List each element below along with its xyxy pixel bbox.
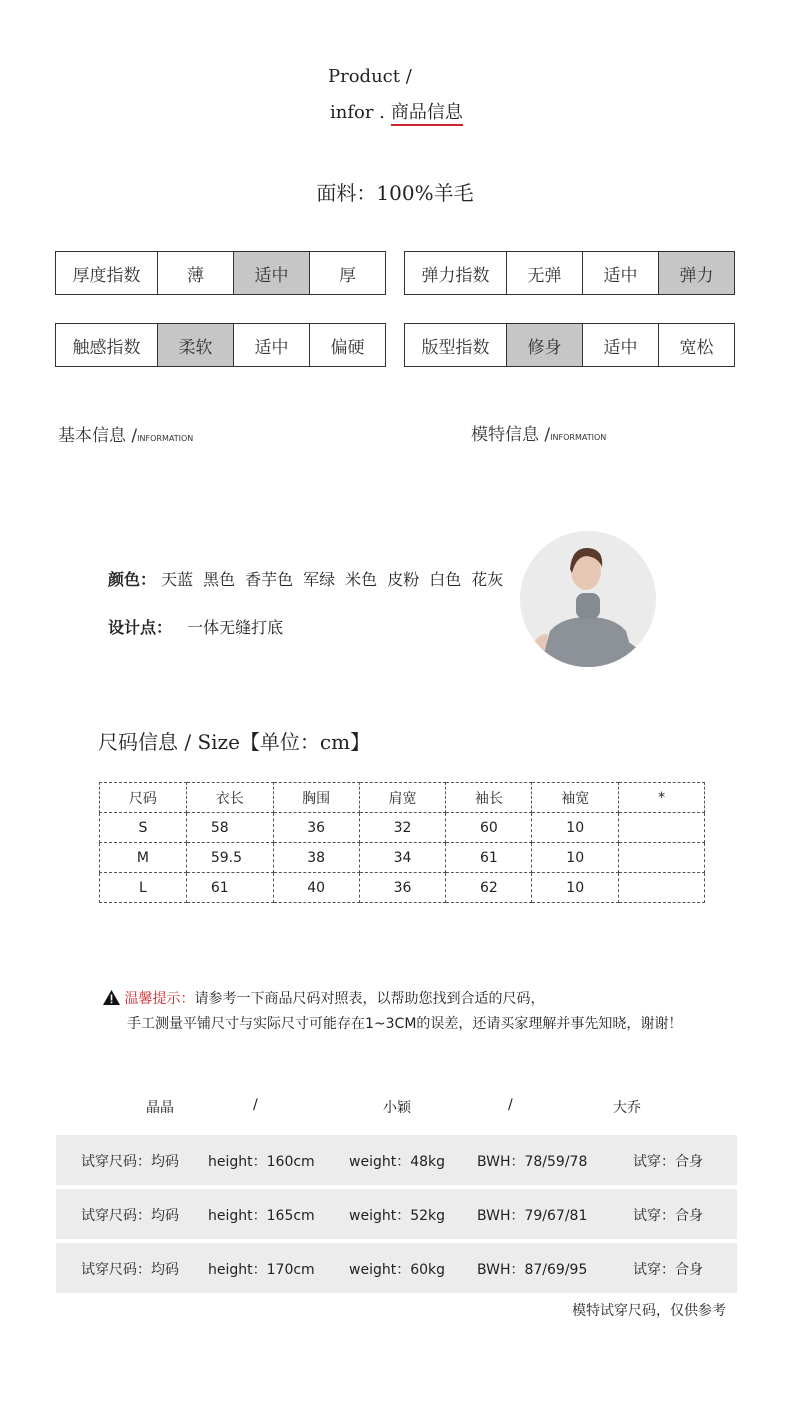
model-bwh: BWH：79/67/81 — [477, 1208, 588, 1224]
model-row — [56, 1189, 737, 1239]
color-item: 皮粉 — [387, 570, 420, 589]
model-bwh: BWH：87/69/95 — [477, 1262, 588, 1278]
cell: L — [100, 873, 187, 903]
tip-line2: 手工测量平铺尺寸与实际尺寸可能存在1~3CM的误差，还请买家理解并事先知晓，谢谢！ — [127, 1016, 683, 1032]
header-cell: 肩宽 — [359, 783, 446, 813]
index-option-selected: 弹力 — [658, 252, 734, 294]
cell: 62 — [446, 873, 532, 903]
header-cell: 衣长 — [186, 783, 273, 813]
cell: M — [100, 843, 187, 873]
model-row — [56, 1243, 737, 1293]
index-option: 偏硬 — [309, 324, 385, 366]
cell — [619, 843, 705, 873]
model-photo — [520, 531, 656, 667]
index-label: 版型指数 — [421, 337, 490, 358]
section-model-cn: 模特信息 / — [471, 425, 551, 445]
table-row — [100, 813, 705, 843]
model-name: 晶晶 — [146, 1100, 174, 1116]
model-row — [56, 1135, 737, 1185]
index-elasticity — [404, 251, 735, 295]
index-label: 触感指数 — [72, 337, 141, 358]
cell — [619, 813, 705, 843]
model-size: 试穿尺码：均码 — [81, 1208, 179, 1224]
model-fit: 试穿：合身 — [633, 1154, 703, 1170]
cell: 60 — [446, 813, 532, 843]
color-item: 白色 — [429, 570, 462, 589]
index-option: 无弹 — [506, 252, 582, 294]
cell: 61 — [186, 873, 273, 903]
cell: 59.5 — [186, 843, 273, 873]
model-name: 小颖 — [383, 1100, 411, 1116]
cell: 61 — [446, 843, 532, 873]
section-basic-en: INFORMATION — [137, 434, 194, 443]
section-model-en: INFORMATION — [550, 433, 607, 442]
model-name: 大乔 — [613, 1100, 641, 1116]
cell: 10 — [532, 873, 619, 903]
cell: 36 — [359, 873, 446, 903]
model-note: 模特试穿尺码，仅供参考 — [572, 1303, 726, 1319]
index-fit — [404, 323, 735, 367]
size-table-header — [100, 783, 705, 813]
model-names — [0, 1097, 790, 1117]
index-option: 宽松 — [658, 324, 734, 366]
section-basic-cn: 基本信息 / — [58, 426, 138, 446]
section-basic-info — [58, 421, 193, 446]
header-cell: 袖宽 — [532, 783, 619, 813]
model-size: 试穿尺码：均码 — [81, 1154, 179, 1170]
model-fit: 试穿：合身 — [633, 1208, 703, 1224]
index-thickness — [55, 251, 386, 295]
color-item: 军绿 — [303, 570, 336, 589]
cell: 40 — [273, 873, 359, 903]
index-option: 适中 — [233, 324, 309, 366]
color-item: 米色 — [345, 570, 378, 589]
index-label: 弹力指数 — [421, 265, 490, 286]
model-bwh: BWH：78/59/78 — [477, 1154, 588, 1170]
warning-icon — [103, 990, 120, 1005]
index-option: 薄 — [157, 252, 233, 294]
colors-list — [161, 570, 513, 589]
tip-text-1: 请参考一下商品尺码对照表，以帮助您找到合适的尺码， — [194, 991, 545, 1007]
design-value: 一体无缝打底 — [187, 618, 284, 637]
design-row — [108, 615, 283, 638]
separator: / — [253, 1097, 258, 1113]
section-model-info — [471, 420, 606, 445]
table-row — [100, 843, 705, 873]
index-touch — [55, 323, 386, 367]
model-weight: weight：52kg — [349, 1208, 446, 1224]
header-line1: Product / — [328, 66, 412, 87]
page-title: 商品信息 — [391, 102, 463, 126]
cell: 38 — [273, 843, 359, 873]
cell: 10 — [532, 843, 619, 873]
index-option: 适中 — [582, 252, 658, 294]
model-weight: weight：48kg — [349, 1154, 446, 1170]
model-fit: 试穿：合身 — [633, 1262, 703, 1278]
tip-label: 温馨提示： — [124, 991, 195, 1007]
header-cell: * — [619, 783, 705, 813]
table-row — [100, 873, 705, 903]
header-cell: 袖长 — [446, 783, 532, 813]
model-height: height：160cm — [208, 1154, 315, 1170]
index-label: 厚度指数 — [72, 265, 141, 286]
cell: 10 — [532, 813, 619, 843]
model-height: height：170cm — [208, 1262, 315, 1278]
header-line2 — [330, 98, 463, 124]
index-option-selected: 适中 — [233, 252, 309, 294]
header-cell: 胸围 — [273, 783, 359, 813]
color-item: 花灰 — [471, 570, 504, 589]
index-option: 厚 — [309, 252, 385, 294]
model-height: height：165cm — [208, 1208, 315, 1224]
colors-label: 颜色： — [108, 570, 157, 589]
color-item: 天蓝 — [161, 570, 194, 589]
index-option: 适中 — [582, 324, 658, 366]
design-label: 设计点： — [108, 618, 173, 637]
color-item: 黑色 — [203, 570, 236, 589]
cell — [619, 873, 705, 903]
cell: 58 — [186, 813, 273, 843]
separator: / — [508, 1097, 513, 1113]
size-table — [99, 782, 705, 903]
fabric-info: 面料：100%羊毛 — [316, 181, 474, 205]
colors-row — [108, 567, 513, 590]
header-line2-en: infor . — [330, 102, 385, 123]
color-item: 香芋色 — [245, 570, 294, 589]
tip-line1 — [103, 988, 544, 1008]
index-option-selected: 修身 — [506, 324, 582, 366]
header-cell: 尺码 — [100, 783, 187, 813]
cell: 34 — [359, 843, 446, 873]
cell: S — [100, 813, 187, 843]
model-weight: weight：60kg — [349, 1262, 446, 1278]
cell: 32 — [359, 813, 446, 843]
size-title: 尺码信息 / Size【单位：cm】 — [98, 730, 371, 754]
model-size: 试穿尺码：均码 — [81, 1262, 179, 1278]
cell: 36 — [273, 813, 359, 843]
index-option-selected: 柔软 — [157, 324, 233, 366]
